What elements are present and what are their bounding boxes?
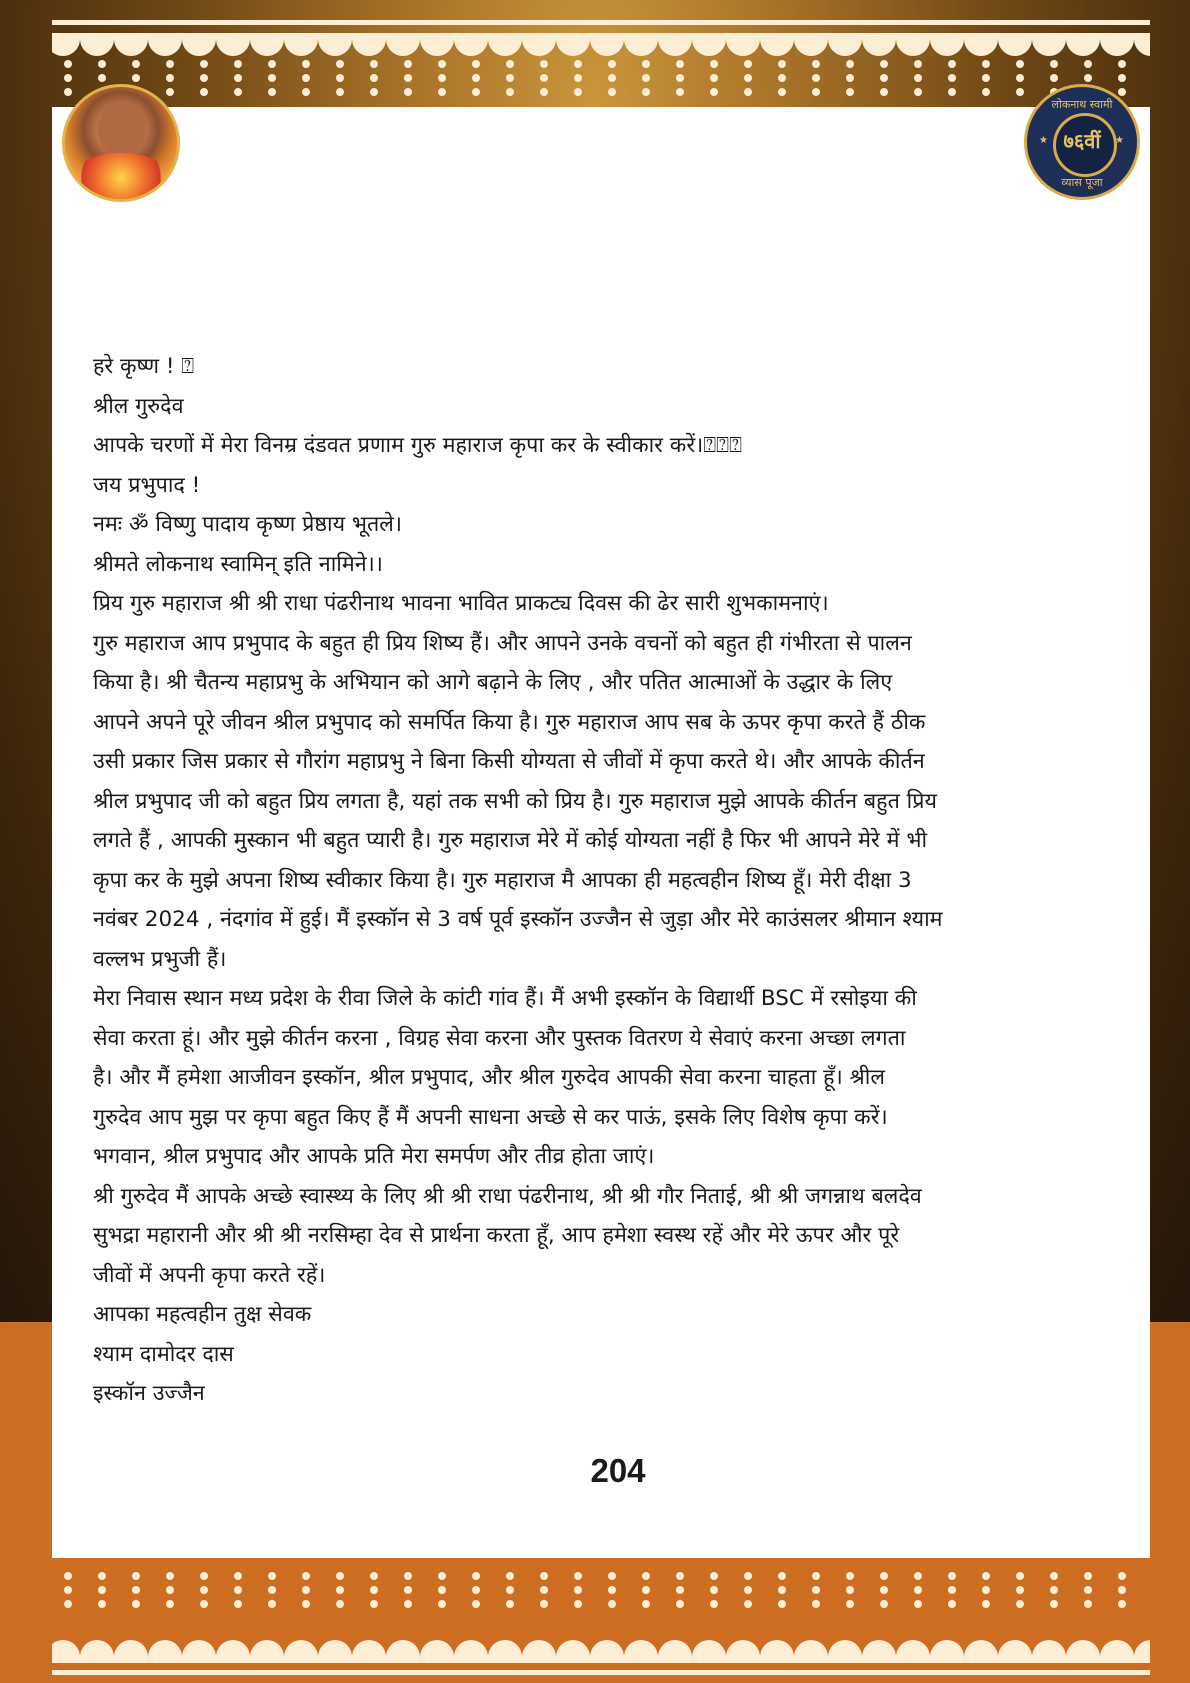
dot-shape xyxy=(166,1586,174,1594)
scallop-shape xyxy=(80,39,114,56)
dot-shape xyxy=(540,60,548,68)
dot-shape xyxy=(166,88,174,96)
dot-shape xyxy=(404,74,412,82)
dot-shape xyxy=(982,88,990,96)
dot-shape xyxy=(336,1572,344,1580)
dot-shape xyxy=(880,1586,888,1594)
dot-shape xyxy=(914,74,922,82)
dot-shape xyxy=(676,1586,684,1594)
dot-shape xyxy=(710,1586,718,1594)
scallop-shape xyxy=(182,39,216,56)
dot-shape xyxy=(1118,1600,1126,1608)
dot-shape xyxy=(1084,1586,1092,1594)
vyasa-puja-emblem-icon xyxy=(1024,84,1140,200)
dot-shape xyxy=(914,1586,922,1594)
letter-line: है। और मैं हमेशा आजीवन इस्कॉन, श्रील प्रभुपाद, और श्रील गुरुदेव आपकी सेवा करना चाहता हूँ। श्रील xyxy=(93,1065,885,1090)
dot-shape xyxy=(234,1586,242,1594)
dot-shape xyxy=(200,60,208,68)
letter-line: नवंबर 2024 , नंदगांव में हुई। मैं इस्कॉन से 3 वर्ष पूर्व इस्कॉन उज्जैन से जुड़ा और मेरे काउंसलर श्रीमान श्याम xyxy=(93,907,943,932)
dot-shape xyxy=(1050,74,1058,82)
dot-shape xyxy=(540,1586,548,1594)
dot-shape xyxy=(1016,74,1024,82)
scallop-shape xyxy=(964,39,998,56)
scallop-shape xyxy=(250,1640,284,1657)
scallop-shape xyxy=(896,1640,930,1657)
scallop-shape xyxy=(386,39,420,56)
dot-shape xyxy=(370,1586,378,1594)
dot-shape xyxy=(404,1572,412,1580)
dot-shape xyxy=(812,1572,820,1580)
dot-shape xyxy=(642,1600,650,1608)
dot-shape xyxy=(846,88,854,96)
dot-shape xyxy=(948,1586,956,1594)
dot-shape xyxy=(370,1600,378,1608)
dot-shape xyxy=(676,60,684,68)
dot-shape xyxy=(608,1600,616,1608)
dot-shape xyxy=(778,74,786,82)
dot-shape xyxy=(1016,1572,1024,1580)
dot-shape xyxy=(540,1600,548,1608)
scallop-shape xyxy=(1032,1640,1066,1657)
dot-shape xyxy=(540,74,548,82)
dot-shape xyxy=(744,1572,752,1580)
dot-shape xyxy=(744,74,752,82)
scallop-shape xyxy=(726,1640,760,1657)
dot-shape xyxy=(846,74,854,82)
scallop-shape xyxy=(352,39,386,56)
scallop-shape xyxy=(862,1640,896,1657)
bottom-decorative-border xyxy=(0,1558,1190,1683)
letter-line: जीवों में अपनी कृपा करते रहें। xyxy=(93,1262,326,1288)
dot-shape xyxy=(1084,60,1092,68)
dot-shape xyxy=(608,74,616,82)
dot-shape xyxy=(370,1572,378,1580)
dot-shape xyxy=(370,74,378,82)
scallop-shape xyxy=(318,39,352,56)
letter-line: हरे कृष्ण ! ⍰ xyxy=(93,354,195,379)
dot-shape xyxy=(234,1600,242,1608)
dot-shape xyxy=(846,1586,854,1594)
dot-shape xyxy=(200,1600,208,1608)
dot-shape xyxy=(778,88,786,96)
scallop-shape xyxy=(658,39,692,56)
letter-line: इस्कॉन उज्जैन xyxy=(93,1381,205,1406)
scallop-shape xyxy=(1066,39,1100,56)
scallop-shape xyxy=(216,39,250,56)
dot-shape xyxy=(982,1600,990,1608)
scallop-shape xyxy=(318,1640,352,1657)
dot-shape xyxy=(1118,74,1126,82)
scallop-shape xyxy=(590,1640,624,1657)
dot-shape xyxy=(710,60,718,68)
dot-shape xyxy=(234,1572,242,1580)
dot-shape xyxy=(438,88,446,96)
scallop-shape xyxy=(964,1640,998,1657)
dot-shape xyxy=(574,1586,582,1594)
dot-shape xyxy=(880,88,888,96)
dot-shape xyxy=(64,1586,72,1594)
scallop-shape xyxy=(522,1640,556,1657)
scallop-shape xyxy=(760,1640,794,1657)
dot-shape xyxy=(676,1572,684,1580)
letter-line: गुरुदेव आप मुझ पर कृपा बहुत किए हैं मैं अपनी साधना अच्छे से कर पाऊं, इसके लिए विशेष कृपा करें। xyxy=(93,1104,888,1130)
dot-shape xyxy=(472,1586,480,1594)
scallop-shape xyxy=(930,39,964,56)
dot-shape xyxy=(812,1586,820,1594)
dot-shape xyxy=(812,88,820,96)
dot-shape xyxy=(846,1572,854,1580)
dot-shape xyxy=(1016,60,1024,68)
dot-shape xyxy=(166,60,174,68)
scallop-shape xyxy=(216,1640,250,1657)
scallop-shape xyxy=(556,39,590,56)
dot-shape xyxy=(404,1586,412,1594)
scallop-shape xyxy=(760,39,794,56)
dot-shape xyxy=(166,1572,174,1580)
dot-shape xyxy=(132,1572,140,1580)
dot-shape xyxy=(642,1572,650,1580)
dot-shape xyxy=(982,60,990,68)
dot-shape xyxy=(98,1586,106,1594)
emblem-top-text: लोकनाथ स्वामी xyxy=(1051,98,1113,111)
dot-shape xyxy=(574,1600,582,1608)
border-line xyxy=(52,1657,1150,1663)
portrait-garland xyxy=(71,153,171,202)
letter-line: कृपा कर के मुझे अपना शिष्य स्वीकार किया है। गुरु महाराज मै आपका ही महत्वहीन शिष्य हूँ। मेरी दीक्षा 3 xyxy=(93,867,912,893)
dot-shape xyxy=(880,1600,888,1608)
dot-shape xyxy=(778,60,786,68)
dot-shape xyxy=(710,1572,718,1580)
letter-line: श्री गुरुदेव मैं आपके अच्छे स्वास्थ्य के लिए श्री श्री राधा पंढरीनाथ, श्री श्री गौर निताई, श्री श्री जगन्नाथ बलदेव xyxy=(93,1183,922,1209)
dot-shape xyxy=(438,74,446,82)
letter-line: लगते हैं , आपकी मुस्कान भी बहुत प्यारी है। गुरु महाराज मेरे में कोई योग्यता नहीं है फिर भी आपने मेरे में भी xyxy=(93,828,928,853)
letter-line: आपने अपने पूरे जीवन श्रील प्रभुपाद को समर्पित किया है। गुरु महाराज आप सब के ऊपर कृपा करते हैं ठीक xyxy=(93,709,926,735)
letter-line: प्रिय गुरु महाराज श्री श्री राधा पंढरीनाथ भावना भावित प्राकट्य दिवस की ढेर सारी शुभकामनाएं। xyxy=(93,591,829,616)
dot-shape xyxy=(1016,1586,1024,1594)
dot-shape xyxy=(574,60,582,68)
dot-shape xyxy=(336,1586,344,1594)
dot-shape xyxy=(1016,1600,1024,1608)
dot-shape xyxy=(812,1600,820,1608)
dot-shape xyxy=(846,60,854,68)
dot-shape xyxy=(506,1586,514,1594)
dot-shape xyxy=(778,1572,786,1580)
dot-shape xyxy=(302,1572,310,1580)
dot-shape xyxy=(132,60,140,68)
scallop-shape xyxy=(692,1640,726,1657)
dot-shape xyxy=(302,1586,310,1594)
dot-shape xyxy=(370,60,378,68)
scallop-shape xyxy=(182,1640,216,1657)
dot-shape xyxy=(506,74,514,82)
letter-line: नमः ॐ विष्णु पादाय कृष्ण प्रेष्ठाय भूतले। xyxy=(93,512,402,537)
dot-shape xyxy=(676,88,684,96)
letter-line: जय प्रभुपाद ! xyxy=(93,472,201,498)
dot-shape xyxy=(574,88,582,96)
dot-shape xyxy=(302,60,310,68)
scallop-shape xyxy=(52,39,80,56)
dot-shape xyxy=(506,1600,514,1608)
scallop-shape xyxy=(828,39,862,56)
letter-line: श्याम दामोदर दास xyxy=(93,1341,234,1367)
portrait-face xyxy=(98,101,146,157)
dot-shape xyxy=(914,1600,922,1608)
letter-line: आपके चरणों में मेरा विनम्र दंडवत प्रणाम गुरु महाराज कृपा कर के स्वीकार करें।⍰⍰⍰ xyxy=(93,433,742,458)
scallop-shape xyxy=(624,39,658,56)
dot-shape xyxy=(64,1600,72,1608)
border-line xyxy=(52,20,1150,25)
dot-shape xyxy=(1016,88,1024,96)
dot-shape xyxy=(132,1586,140,1594)
dot-shape xyxy=(302,1600,310,1608)
scallop-shape xyxy=(658,1640,692,1657)
scallop-shape xyxy=(522,39,556,56)
dot-shape xyxy=(948,1572,956,1580)
dot-shape xyxy=(608,1572,616,1580)
dot-shape xyxy=(982,1572,990,1580)
dot-shape xyxy=(64,60,72,68)
dot-shape xyxy=(778,1586,786,1594)
dot-shape xyxy=(1084,1600,1092,1608)
scallop-shape xyxy=(148,39,182,56)
dot-shape xyxy=(1050,1572,1058,1580)
emblem-bottom-text: व्यास पूजा xyxy=(1061,176,1103,189)
letter-line: मेरा निवास स्थान मध्य प्रदेश के रीवा जिले के कांटी गांव हैं। मैं अभी इस्कॉन के विद्यार्थी BSC में रसोइया की xyxy=(93,986,917,1011)
dot-shape xyxy=(710,88,718,96)
scallop-shape xyxy=(794,1640,828,1657)
dot-shape xyxy=(98,60,106,68)
dot-shape xyxy=(914,88,922,96)
scallop-shape xyxy=(420,39,454,56)
dot-shape xyxy=(98,1572,106,1580)
dot-shape xyxy=(472,60,480,68)
dot-shape xyxy=(1084,74,1092,82)
dot-shape xyxy=(302,88,310,96)
scallop-shape xyxy=(1134,39,1150,56)
letter-line: आपका महत्वहीन तुक्ष सेवक xyxy=(93,1302,312,1327)
dot-shape xyxy=(472,1572,480,1580)
scallop-shape xyxy=(1100,39,1134,56)
dot-shape xyxy=(336,88,344,96)
dot-shape xyxy=(948,1600,956,1608)
dot-shape xyxy=(880,74,888,82)
scallop-shape xyxy=(862,39,896,56)
dot-shape xyxy=(642,88,650,96)
dot-shape xyxy=(64,74,72,82)
dot-shape xyxy=(200,1572,208,1580)
scallop-shape xyxy=(1134,1640,1150,1657)
dot-shape xyxy=(846,1600,854,1608)
dot-shape xyxy=(336,1600,344,1608)
dot-shape xyxy=(302,74,310,82)
letter-line: श्रील प्रभुपाद जी को बहुत प्रिय लगता है, यहां तक सभी को प्रिय है। गुरु महाराज मुझे आपके कीर्तन बहुत प्रिय xyxy=(93,788,937,814)
dot-shape xyxy=(880,1572,888,1580)
page-number: 204 xyxy=(590,1452,646,1489)
dot-shape xyxy=(1084,1572,1092,1580)
dot-shape xyxy=(166,1600,174,1608)
dot-shape xyxy=(540,1572,548,1580)
dot-shape xyxy=(132,1600,140,1608)
scallop-shape xyxy=(828,1640,862,1657)
dot-shape xyxy=(472,1600,480,1608)
dot-shape xyxy=(132,74,140,82)
dot-shape xyxy=(1050,1600,1058,1608)
dot-shape xyxy=(234,60,242,68)
dot-shape xyxy=(812,74,820,82)
dot-shape xyxy=(404,1600,412,1608)
dot-shape xyxy=(1118,1586,1126,1594)
letter-line: गुरु महाराज आप प्रभुपाद के बहुत ही प्रिय शिष्य हैं। और आपने उनके वचनों को बहुत ही गंभीरता से पालन xyxy=(93,630,912,656)
dot-shape xyxy=(880,60,888,68)
dot-shape xyxy=(1118,88,1126,96)
dot-shape xyxy=(200,74,208,82)
dot-shape xyxy=(608,60,616,68)
scallop-shape xyxy=(454,1640,488,1657)
scallop-shape xyxy=(352,1640,386,1657)
star-icon: ★ xyxy=(1115,135,1124,146)
scallop-shape xyxy=(692,39,726,56)
letter-line: भगवान, श्रील प्रभुपाद और आपके प्रति मेरा समर्पण और तीव्र होता जाएं। xyxy=(93,1144,655,1169)
dot-shape xyxy=(608,88,616,96)
dot-shape xyxy=(438,1572,446,1580)
dot-shape xyxy=(676,1600,684,1608)
dot-shape xyxy=(506,88,514,96)
dot-shape xyxy=(744,88,752,96)
letter-body xyxy=(93,347,1093,1414)
scallop-shape xyxy=(488,39,522,56)
scallop-shape xyxy=(114,39,148,56)
scallop-shape xyxy=(250,39,284,56)
dot-shape xyxy=(744,60,752,68)
guru-portrait-icon xyxy=(62,84,180,202)
letter-line: श्रील गुरुदेव xyxy=(93,393,184,419)
dot-shape xyxy=(1050,60,1058,68)
scallop-shape xyxy=(794,39,828,56)
dot-shape xyxy=(370,88,378,96)
scallop-shape xyxy=(1100,1640,1134,1657)
dot-shape xyxy=(268,60,276,68)
dot-shape xyxy=(200,88,208,96)
dot-shape xyxy=(676,74,684,82)
dot-shape xyxy=(268,1572,276,1580)
scallop-shape xyxy=(488,1640,522,1657)
dot-shape xyxy=(914,60,922,68)
scallop-shape xyxy=(52,1640,80,1657)
dot-shape xyxy=(710,74,718,82)
dot-shape xyxy=(64,1572,72,1580)
dot-shape xyxy=(336,60,344,68)
dot-shape xyxy=(404,60,412,68)
dot-shape xyxy=(268,1600,276,1608)
letter-line: श्रीमते लोकनाथ स्वामिन् इति नामिने।। xyxy=(93,551,383,577)
dot-shape xyxy=(234,88,242,96)
dot-shape xyxy=(506,60,514,68)
scallop-shape xyxy=(420,1640,454,1657)
dot-shape xyxy=(642,60,650,68)
top-decorative-border xyxy=(0,0,1190,107)
scallop-shape xyxy=(80,1640,114,1657)
dot-shape xyxy=(268,88,276,96)
dot-shape xyxy=(438,60,446,68)
letter-line: उसी प्रकार जिस प्रकार से गौरांग महाप्रभु ने बिना किसी योग्यता से जीवों में कृपा करते थे। और आपके कीर्तन xyxy=(93,749,925,774)
scallop-shape xyxy=(998,1640,1032,1657)
dot-shape xyxy=(336,74,344,82)
dot-shape xyxy=(1118,1572,1126,1580)
letter-line: किया है। श्री चैतन्य महाप्रभु के अभियान को आगे बढ़ाने के लिए , और पतित आत्माओं के उद्धार के लिए xyxy=(93,670,893,695)
dot-shape xyxy=(744,1586,752,1594)
scallop-shape xyxy=(930,1640,964,1657)
letter-line: वल्लभ प्रभुजी हैं। xyxy=(93,946,227,972)
dot-shape xyxy=(472,88,480,96)
dot-shape xyxy=(438,1586,446,1594)
dot-shape xyxy=(948,60,956,68)
scallop-shape xyxy=(998,39,1032,56)
scallop-shape xyxy=(386,1640,420,1657)
dot-shape xyxy=(1118,60,1126,68)
dot-shape xyxy=(234,74,242,82)
scallop-shape xyxy=(284,1640,318,1657)
scallop-shape xyxy=(556,1640,590,1657)
scallop-shape xyxy=(1032,39,1066,56)
scallop-shape xyxy=(114,1640,148,1657)
dot-shape xyxy=(982,1586,990,1594)
dot-shape xyxy=(608,1586,616,1594)
dot-shape xyxy=(710,1600,718,1608)
scallop-shape xyxy=(284,39,318,56)
scallop-shape xyxy=(726,39,760,56)
scallop-shape xyxy=(896,39,930,56)
dot-shape xyxy=(98,1600,106,1608)
scallop-shape xyxy=(624,1640,658,1657)
dot-shape xyxy=(438,1600,446,1608)
dot-shape xyxy=(200,1586,208,1594)
dot-shape xyxy=(574,74,582,82)
dot-shape xyxy=(574,1572,582,1580)
scallop-shape xyxy=(1066,1640,1100,1657)
scallop-row xyxy=(52,1635,1150,1657)
dot-shape xyxy=(404,88,412,96)
dot-shape xyxy=(1050,1586,1058,1594)
border-line xyxy=(52,1670,1150,1675)
dot-shape xyxy=(506,1572,514,1580)
dot-shape xyxy=(540,88,548,96)
dot-shape xyxy=(472,74,480,82)
dot-shape xyxy=(744,1600,752,1608)
scallop-shape xyxy=(454,39,488,56)
dot-shape xyxy=(642,74,650,82)
dot-shape xyxy=(982,74,990,82)
dot-shape xyxy=(948,74,956,82)
dot-shape xyxy=(948,88,956,96)
emblem-number: ७६वीं xyxy=(1063,129,1101,153)
scallop-shape xyxy=(590,39,624,56)
dot-shape xyxy=(268,1586,276,1594)
dot-shape xyxy=(642,1586,650,1594)
letter-line: सेवा करता हूं। और मुझे कीर्तन करना , विग्रह सेवा करना और पुस्तक वितरण ये सेवाएं करना अच्छा लगता xyxy=(93,1025,906,1051)
dot-shape xyxy=(268,74,276,82)
dot-shape xyxy=(98,74,106,82)
dot-shape xyxy=(64,88,72,96)
dot-shape xyxy=(166,74,174,82)
dot-shape xyxy=(914,1572,922,1580)
star-icon: ★ xyxy=(1039,135,1048,146)
dot-shape xyxy=(778,1600,786,1608)
scallop-row xyxy=(52,39,1150,61)
scallop-shape xyxy=(148,1640,182,1657)
dot-shape xyxy=(812,60,820,68)
letter-line: सुभद्रा महारानी और श्री श्री नरसिम्हा देव से प्रार्थना करता हूँ, आप हमेशा स्वस्थ रहें और मेरे ऊपर और पूरे xyxy=(93,1223,900,1248)
